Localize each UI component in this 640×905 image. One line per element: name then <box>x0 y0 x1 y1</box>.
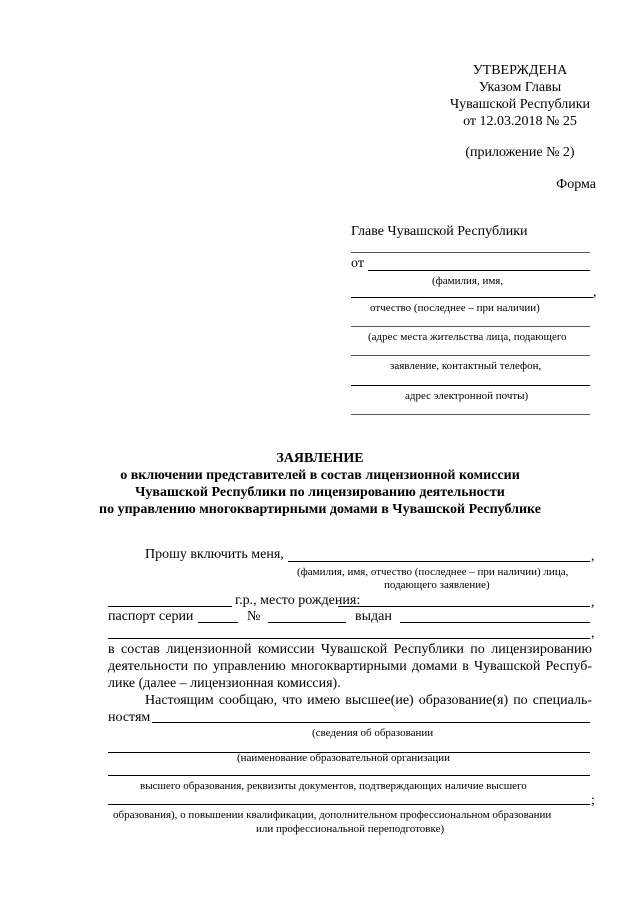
addressee-line-4 <box>351 326 590 327</box>
issued-line <box>400 622 590 623</box>
para1-line-2: деятельности по управлению многоквартирными домами в Чувашской Респуб- <box>108 659 592 674</box>
passport-number-label: № <box>247 609 261 624</box>
birth-label: г.р., место рождения: <box>235 593 361 608</box>
addressee-from: от <box>351 256 364 271</box>
passport-label: паспорт серии <box>108 609 194 624</box>
title-line-3: Чувашской Республики по лицензированию деятельности <box>135 485 505 500</box>
passport-number-line <box>268 622 346 623</box>
document-title: ЗАЯВЛЕНИЕ <box>276 451 364 466</box>
addressee-line-1 <box>351 252 590 253</box>
addressee-line-6 <box>351 385 590 386</box>
addressee-line-3 <box>351 297 593 298</box>
title-line-2: о включении представителей в состав лицензионной комиссии <box>120 468 520 483</box>
education-line-3 <box>108 804 590 805</box>
appendix-label: (приложение № 2) <box>465 145 575 160</box>
hint-retraining: или профессиональной переподготовке) <box>256 823 445 835</box>
issued-label: выдан <box>355 609 392 624</box>
education-line-2 <box>108 775 590 776</box>
approval-date: от 12.03.2018 № 25 <box>463 114 577 129</box>
name-comma: , <box>591 549 595 564</box>
hint-address: (адрес места жительства лица, подающего <box>368 331 567 343</box>
birthplace-line <box>338 606 590 607</box>
hint-phone: заявление, контактный телефон, <box>390 360 542 372</box>
approval-republic: Чувашской Республики <box>449 97 591 112</box>
addressee-line-5 <box>351 355 590 356</box>
addressee-line-7 <box>351 414 590 415</box>
hint-institution: (наименование образовательной организации <box>237 752 451 764</box>
para2-line-1: Настоящим сообщаю, что имею высшее(ие) образование(я) по специаль- <box>145 693 592 708</box>
hint-applicant-name: (фамилия, имя, отчество (последнее – при наличии) лица, <box>297 566 569 578</box>
passport-series-line <box>198 622 238 623</box>
form-label: Форма <box>556 177 596 192</box>
name-line <box>288 561 590 562</box>
hint-email: адрес электронной почты) <box>405 390 529 402</box>
addressee-comma: , <box>593 285 597 300</box>
para1-line-1: в состав лицензионной комиссии Чувашской Республики по лицензированию <box>108 642 592 657</box>
para1-line-3: лике (далее – лицензионная комиссия). <box>108 676 341 691</box>
title-line-4: по управлению многоквартирными домами в Чувашской Республике <box>99 502 541 517</box>
addressee-to: Главе Чувашской Республики <box>351 224 528 239</box>
approval-decree: Указом Главы <box>478 80 562 95</box>
education-semicolon: ; <box>591 793 595 808</box>
hint-name: (фамилия, имя, <box>432 275 504 287</box>
issued-comma: , <box>591 626 595 641</box>
birth-year-line <box>108 606 232 607</box>
hint-education: (сведения об образовании <box>312 727 434 739</box>
addressee-line-2 <box>368 270 590 271</box>
hint-applicant: подающего заявление) <box>384 579 490 591</box>
hint-qualification: образования), о повышении квалификации, дополнительном профессиональном образовании <box>113 809 552 821</box>
hint-documents: высшего образования, реквизиты документов, подтверждающих наличие высшего <box>140 780 527 792</box>
hint-patronymic: отчество (последнее – при наличии) <box>370 302 540 314</box>
issued-continue-line <box>108 638 590 639</box>
para2-line-2: ностям <box>108 710 151 725</box>
approval-title: УТВЕРЖДЕНА <box>472 63 568 78</box>
specialty-line <box>152 722 590 723</box>
birth-comma: , <box>591 595 595 610</box>
request-text: Прошу включить меня, <box>145 547 284 562</box>
